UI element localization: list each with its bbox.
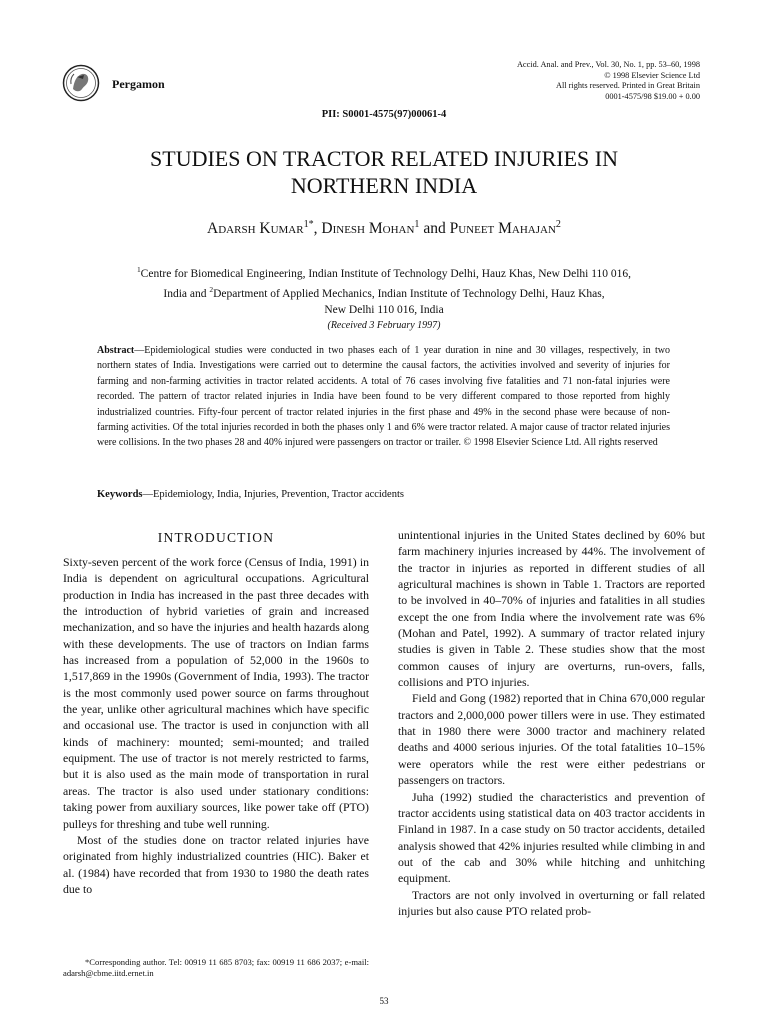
paragraph: Juha (1992) studied the characteristics and prevention of tractor accidents using statistical data on 403 tractor accidents in Finland in 1987. In a case study on 50 tractor accidents, detailed analysis showed that 42% injuries resulted while climbing in and out of the cab and 30% while hitching and unhitching equipment.: [398, 789, 705, 886]
copyright-line: © 1998 Elsevier Science Ltd: [604, 70, 700, 80]
affiliation-mark: 1*: [303, 219, 314, 230]
section-heading: INTRODUCTION: [157, 530, 275, 545]
affiliation-mark: 1: [136, 265, 141, 274]
title-line: NORTHERN INDIA: [290, 173, 478, 198]
author-list: [0, 219, 768, 238]
affiliation-text: Department of Applied Mechanics, Indian Institute of Technology Delhi, Hauz Khas,: [213, 287, 605, 300]
author-separator: and: [419, 220, 450, 238]
publisher-name: Pergamon: [112, 77, 165, 91]
rights-line: All rights reserved. Printed in Great Britain: [555, 81, 700, 91]
author-separator: ,: [313, 220, 322, 238]
journal-citation: Accid. Anal. and Prev., Vol. 30, No. 1, pp. 53–60, 1998: [516, 60, 700, 69]
author-name: Dinesh Mohan: [321, 220, 415, 238]
affiliation-mark: 2: [209, 284, 214, 294]
pii-identifier: PII: S0001-4575(97)00061-4: [321, 109, 447, 120]
paragraph: Most of the studies done on tractor related injuries have originated from highly industrialized countries (HIC). Baker et al. (1984) have recorded that from 1930 to 1980 the death rates due to: [63, 832, 369, 896]
keywords-label: Keywords: [97, 489, 143, 500]
title-line: STUDIES ON TRACTOR RELATED INJURIES IN: [150, 146, 618, 171]
page-number: 53: [379, 996, 389, 1006]
received-date: (Received 3 February 1997): [327, 320, 441, 331]
abstract-text: —Epidemiological studies were conducted in two phases each of 1 year duration in nine and 30 villages, respectively, in two northern states of India. Investigations were carried out to determine the causal factors, the activities involved and severity of injuries for farming and non-farming activities in tractor related accidents. A total of 76 cases involving five fatalities and 71 non-fatal injuries were recorded. The pattern of tractor related injuries in India have been found to be very different compared to those reported from highly industrialized countries. Fifty-four percent of tractor related injuries in the first phase and 49% in the second phase were because of non-farming activities. Of the total injuries recorded in both the phases only 1 and 6% were tractor related. A major cause of tractor related injuries were collisions. In the two phases 28 and 40% injured were passengers on tractor or trailer. © 1998 Elsevier Science Ltd. All rights reserved: [97, 345, 670, 449]
affiliation-line: [100, 282, 668, 302]
affiliation-mark: 1: [414, 219, 420, 230]
affiliation-line: New Delhi 110 016, India: [324, 303, 444, 316]
keywords: [97, 489, 670, 500]
paragraph: Field and Gong (1982) reported that in China 670,000 regular tractors and 2,000,000 power tillers were in use. They estimated that in 1980 there were 3000 tractor and machinery related deaths and 4000 serious injuries. Of the total fatalities 10–15% were operators while the rest were either pedestrians or passengers on tractors.: [398, 691, 705, 788]
publisher-logo: [62, 64, 100, 102]
author-name: Adarsh Kumar: [207, 220, 304, 238]
affiliation-mark: 2: [555, 219, 561, 230]
affiliation-line: [100, 262, 668, 282]
paragraph: Sixty-seven percent of the work force (Census of India, 1991) in India is dependent on agricultural occupations. Agricultural production in India has increased in the past three decades with the introduction of hybrid varieties of grain and increased mechanization, and so have the injuries and health hazards along with these developments. The use of tractors on Indian farms has increased from a population of 52,000 in the 1960s to 1,517,869 in the 1990s (Government of India, 1993). The tractor is the most commonly used power source on farms throughout the year, unlike other agricultural machines which have specific and occasional use. The tractor is used in conjunction with all kinds of machinery: mounted; semi-mounted; and trailed equipment. The use of tractor is not merely restricted to farms, but it is also used as the main mode of transportation in rural areas. The tractor is also used under stationary conditions: taking power from auxiliary sources, like power take off (PTO) pulleys for threshing and tube well running.: [63, 555, 369, 831]
affiliation-text: Centre for Biomedical Engineering, Indian Institute of Technology Delhi, Hauz Khas, New Delhi 110 016,: [140, 267, 632, 280]
affiliation-text: India and: [163, 287, 210, 300]
paragraph: unintentional injuries in the United States declined by 60% but farm machinery injuries increased by 44%. The involvement of the tractor in injuries as reported in different studies of all agricultural machines is shown in Table 1. Tractors are reported to be involved in 40–70% of injuries and fatalities in all studies except the one from India where the involvement rate was 6% (Mohan and Patel, 1992). A summary of tractor related injury studies is given in Table 2. These studies show that the most common causes of injury are overturns, run-overs, falls, collisions and PTO injuries.: [398, 528, 705, 690]
article-title: [0, 145, 768, 199]
abstract-label: Abstract: [97, 345, 135, 356]
issn-price: 0001-4575/98 $19.00 + 0.00: [605, 91, 700, 101]
corresponding-author-footnote: *Corresponding author. Tel: 00919 11 685 8703; fax: 00919 11 686 2037; e-mail: adarsh@cbme.iitd.ernet.in: [63, 957, 369, 978]
journal-info: [517, 60, 700, 102]
paragraph: Tractors are not only involved in overturning or fall related injuries but also cause PTO related prob-: [398, 887, 705, 918]
left-column: [63, 530, 369, 897]
abstract: [97, 343, 670, 451]
author-name: Puneet Mahajan: [449, 220, 556, 238]
affiliations: [100, 262, 668, 318]
right-column: [398, 527, 705, 919]
keywords-text: —Epidemiology, India, Injuries, Prevention, Tractor accidents: [142, 489, 404, 500]
